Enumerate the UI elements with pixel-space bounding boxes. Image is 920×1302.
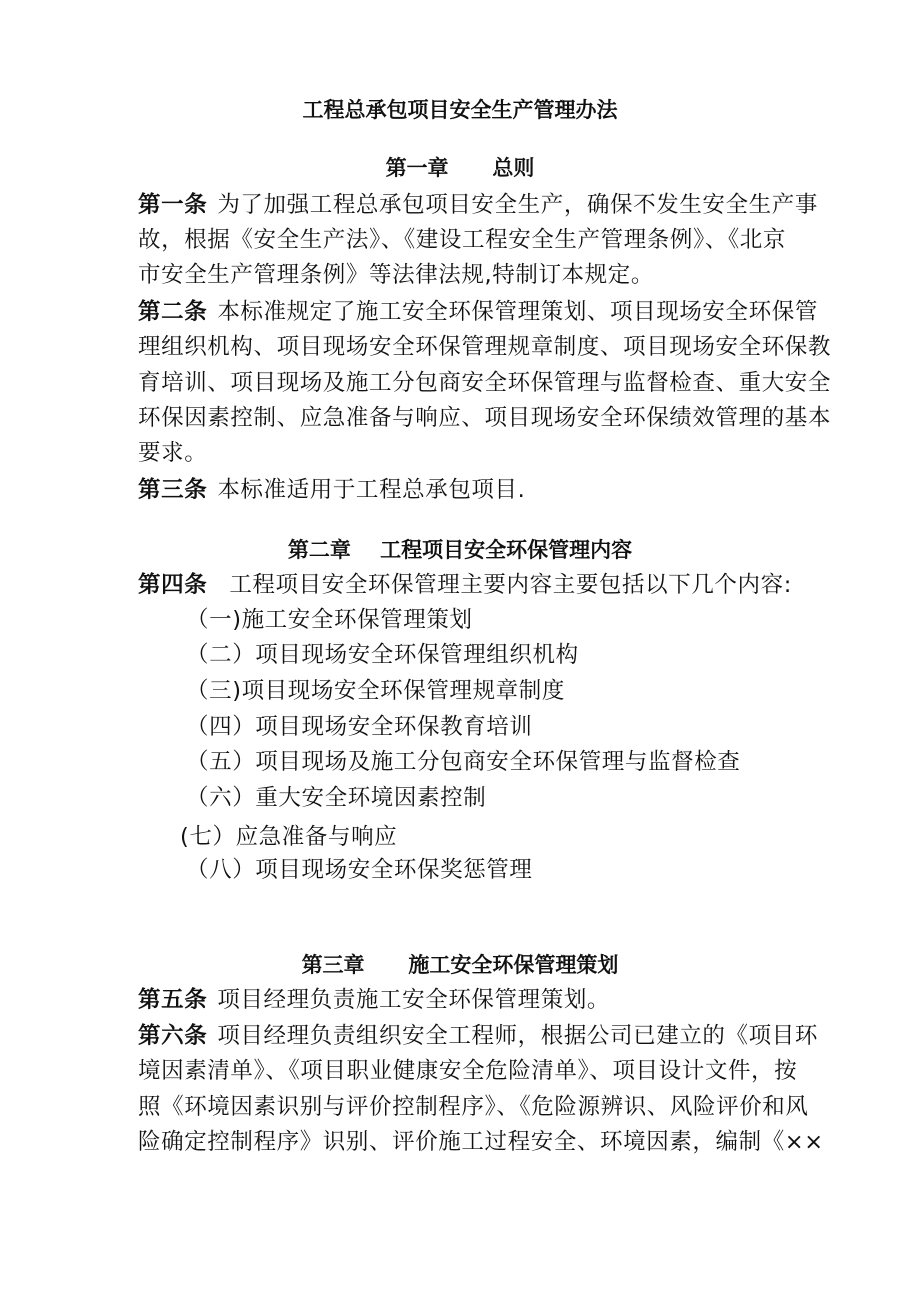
article-label: 第二条 <box>138 299 208 325</box>
article-label: 第三条 <box>138 477 208 503</box>
article-6-line: 境因素清单》、《项目职业健康安全危险清单》、项目设计文件，按 <box>138 1058 798 1084</box>
article-1-line: 市安全生产管理条例》等法律法规,特制订本规定。 <box>138 262 654 288</box>
article-1-line: 故，根据《安全生产法》、《建设工程安全生产管理条例》、《北京 <box>138 227 787 253</box>
list-item: （二）项目现场安全环保管理组织机构 <box>186 642 579 668</box>
article-2-line: 理组织机构、项目现场安全环保管理规章制度、项目现场安全环保教 <box>138 334 832 360</box>
article-1-line <box>138 190 818 220</box>
article-2-line <box>138 297 818 327</box>
article-text: 工程项目安全环保管理主要内容主要包括以下几个内容: <box>229 572 792 598</box>
article-text: 本标准适用于工程总承包项目. <box>217 477 526 503</box>
list-item: （三)项目现场安全环保管理规章制度 <box>186 678 565 704</box>
article-label: 第一条 <box>138 192 208 218</box>
chapter-3-heading: 第三章 施工安全环保管理策划 <box>301 953 619 977</box>
article-text: 为了加强工程总承包项目安全生产，确保不发生安全生产事 <box>217 192 818 218</box>
article-6-line: 照《环境因素识别与评价控制程序》、《危险源辨识、风险评价和风 <box>138 1094 809 1120</box>
article-6-line <box>138 1021 818 1051</box>
article-2-line: 环保因素控制、应急准备与响应、项目现场安全环保绩效管理的基本 <box>138 405 832 431</box>
article-text: 项目经理负责组织安全工程师，根据公司已建立的《项目环 <box>217 1023 818 1049</box>
article-text: 项目经理负责施工安全环保管理策划。 <box>217 987 611 1013</box>
article-2-line: 育培训、项目现场及施工分包商安全环保管理与监督检查、重大安全 <box>138 370 832 396</box>
article-text: 本标准规定了施工安全环保管理策划、项目现场安全环保管 <box>217 299 818 325</box>
list-item: （五）项目现场及施工分包商安全环保管理与监督检查 <box>186 749 741 775</box>
article-label: 第四条 <box>138 572 208 598</box>
chapter-2-heading: 第二章 工程项目安全环保管理内容 <box>287 538 633 562</box>
list-item: （一)施工安全环保管理策划 <box>186 607 473 633</box>
article-5-line <box>138 985 610 1015</box>
list-item: （四）项目现场安全环保教育培训 <box>186 714 533 740</box>
article-3-line <box>138 475 525 505</box>
article-label: 第五条 <box>138 987 208 1013</box>
document-title: 工程总承包项目安全生产管理办法 <box>302 98 618 122</box>
chapter-1-heading: 第一章 总则 <box>385 156 535 180</box>
article-label: 第六条 <box>138 1023 208 1049</box>
list-item: （六）重大安全环境因素控制 <box>186 785 487 811</box>
article-2-line: 要求。 <box>138 440 208 466</box>
list-item: (七）应急准备与响应 <box>180 824 398 850</box>
article-4-line <box>138 570 792 600</box>
article-6-line: 险确定控制程序》识别、评价施工过程安全、环境因素，编制《×× <box>138 1129 824 1155</box>
list-item: （八）项目现场安全环保奖惩管理 <box>186 857 533 883</box>
